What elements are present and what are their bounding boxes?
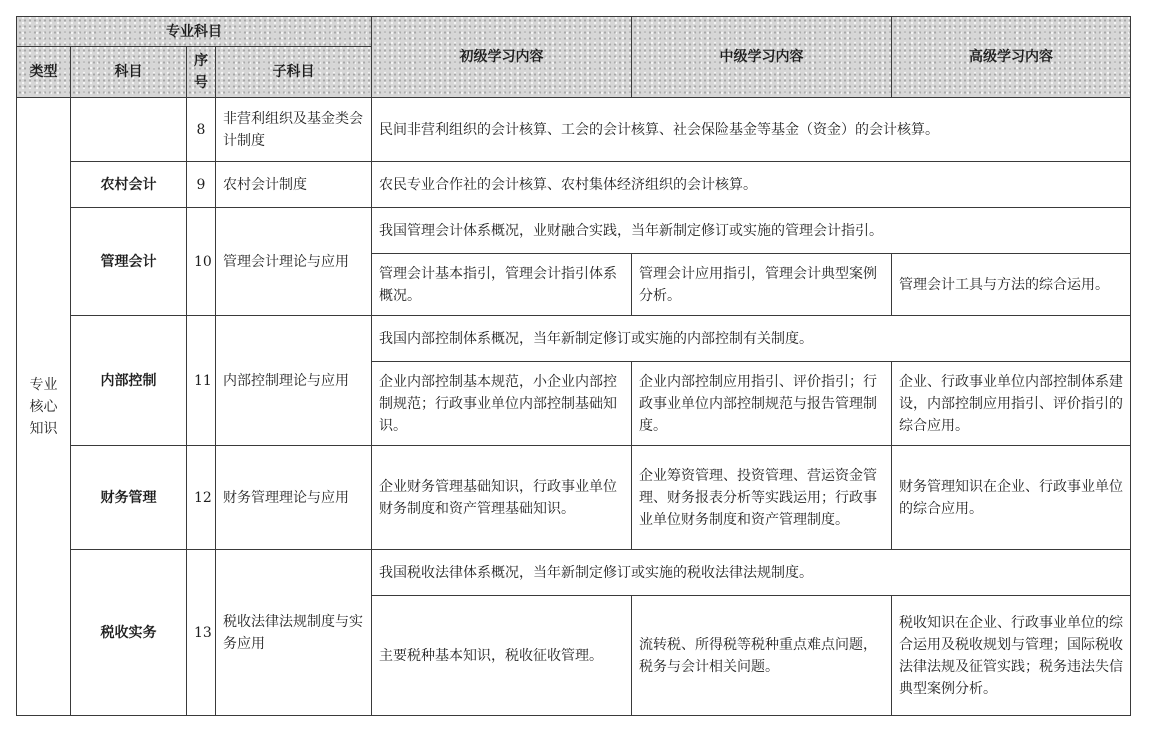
subsubject-cell: 内部控制理论与应用 <box>216 316 372 446</box>
table-row <box>17 316 1131 362</box>
subsubject-cell: 非营利组织及基金类会计制度 <box>216 98 372 162</box>
curriculum-table <box>16 16 1131 716</box>
content-intermediate-cell: 管理会计应用指引，管理会计典型案例分析。 <box>632 254 892 316</box>
subject-cell <box>71 98 187 162</box>
category-cell <box>17 98 71 716</box>
content-advanced-cell: 企业、行政事业单位内部控制体系建设，内部控制应用指引、评价指引的综合应用。 <box>892 362 1131 446</box>
subsubject-cell: 财务管理理论与应用 <box>216 446 372 550</box>
header-primary-content: 初级学习内容 <box>372 17 632 98</box>
content-advanced-cell: 财务管理知识在企业、行政事业单位的综合应用。 <box>892 446 1131 550</box>
seq-cell: 13 <box>187 550 216 716</box>
content-advanced-cell: 税收知识在企业、行政事业单位的综合运用及税收规划与管理；国际税收法律法规及征管实践；税务违法失信典型案例分析。 <box>892 596 1131 716</box>
seq-cell: 8 <box>187 98 216 162</box>
subsubject-cell: 税收法律法规制度与实务应用 <box>216 550 372 716</box>
subsubject-cell: 管理会计理论与应用 <box>216 208 372 316</box>
header-row-top <box>17 17 1131 47</box>
table-row <box>17 550 1131 596</box>
content-common-cell: 我国税收法律体系概况，当年新制定修订或实施的税收法律法规制度。 <box>372 550 1131 596</box>
header-intermediate-content: 中级学习内容 <box>632 17 892 98</box>
subject-cell: 税收实务 <box>71 550 187 716</box>
content-common-cell: 我国管理会计体系概况，业财融合实践，当年新制定修订或实施的管理会计指引。 <box>372 208 1131 254</box>
seq-cell: 11 <box>187 316 216 446</box>
category-label: 专业核心知识 <box>29 376 58 437</box>
seq-cell: 9 <box>187 162 216 208</box>
subsubject-cell: 农村会计制度 <box>216 162 372 208</box>
content-cell: 民间非营利组织的会计核算、工会的会计核算、社会保险基金等基金（资金）的会计核算。 <box>372 98 1131 162</box>
table-row <box>17 98 1131 162</box>
table-row <box>17 162 1131 208</box>
content-primary-cell: 主要税种基本知识，税收征收管理。 <box>372 596 632 716</box>
seq-cell: 10 <box>187 208 216 316</box>
content-intermediate-cell: 流转税、所得税等税种重点难点问题，税务与会计相关问题。 <box>632 596 892 716</box>
content-primary-cell: 企业财务管理基础知识，行政事业单位财务制度和资产管理基础知识。 <box>372 446 632 550</box>
subject-cell: 财务管理 <box>71 446 187 550</box>
header-subsubject: 子科目 <box>216 47 372 98</box>
content-cell: 农民专业合作社的会计核算、农村集体经济组织的会计核算。 <box>372 162 1131 208</box>
table-row <box>17 446 1131 550</box>
content-advanced-cell: 管理会计工具与方法的综合运用。 <box>892 254 1131 316</box>
table-row <box>17 208 1131 254</box>
content-primary-cell: 企业内部控制基本规范，小企业内部控制规范；行政事业单位内部控制基础知识。 <box>372 362 632 446</box>
header-type: 类型 <box>17 47 71 98</box>
content-primary-cell: 管理会计基本指引，管理会计指引体系概况。 <box>372 254 632 316</box>
header-subject: 科目 <box>71 47 187 98</box>
header-professional-subjects: 专业科目 <box>17 17 372 47</box>
subject-cell: 农村会计 <box>71 162 187 208</box>
content-common-cell: 我国内部控制体系概况，当年新制定修订或实施的内部控制有关制度。 <box>372 316 1131 362</box>
seq-cell: 12 <box>187 446 216 550</box>
header-advanced-content: 高级学习内容 <box>892 17 1131 98</box>
subject-cell: 内部控制 <box>71 316 187 446</box>
content-intermediate-cell: 企业内部控制应用指引、评价指引；行政事业单位内部控制规范与报告管理制度。 <box>632 362 892 446</box>
header-seq: 序号 <box>187 47 216 98</box>
content-intermediate-cell: 企业筹资管理、投资管理、营运资金管理、财务报表分析等实践运用；行政事业单位财务制度和资产管理制度。 <box>632 446 892 550</box>
subject-cell: 管理会计 <box>71 208 187 316</box>
